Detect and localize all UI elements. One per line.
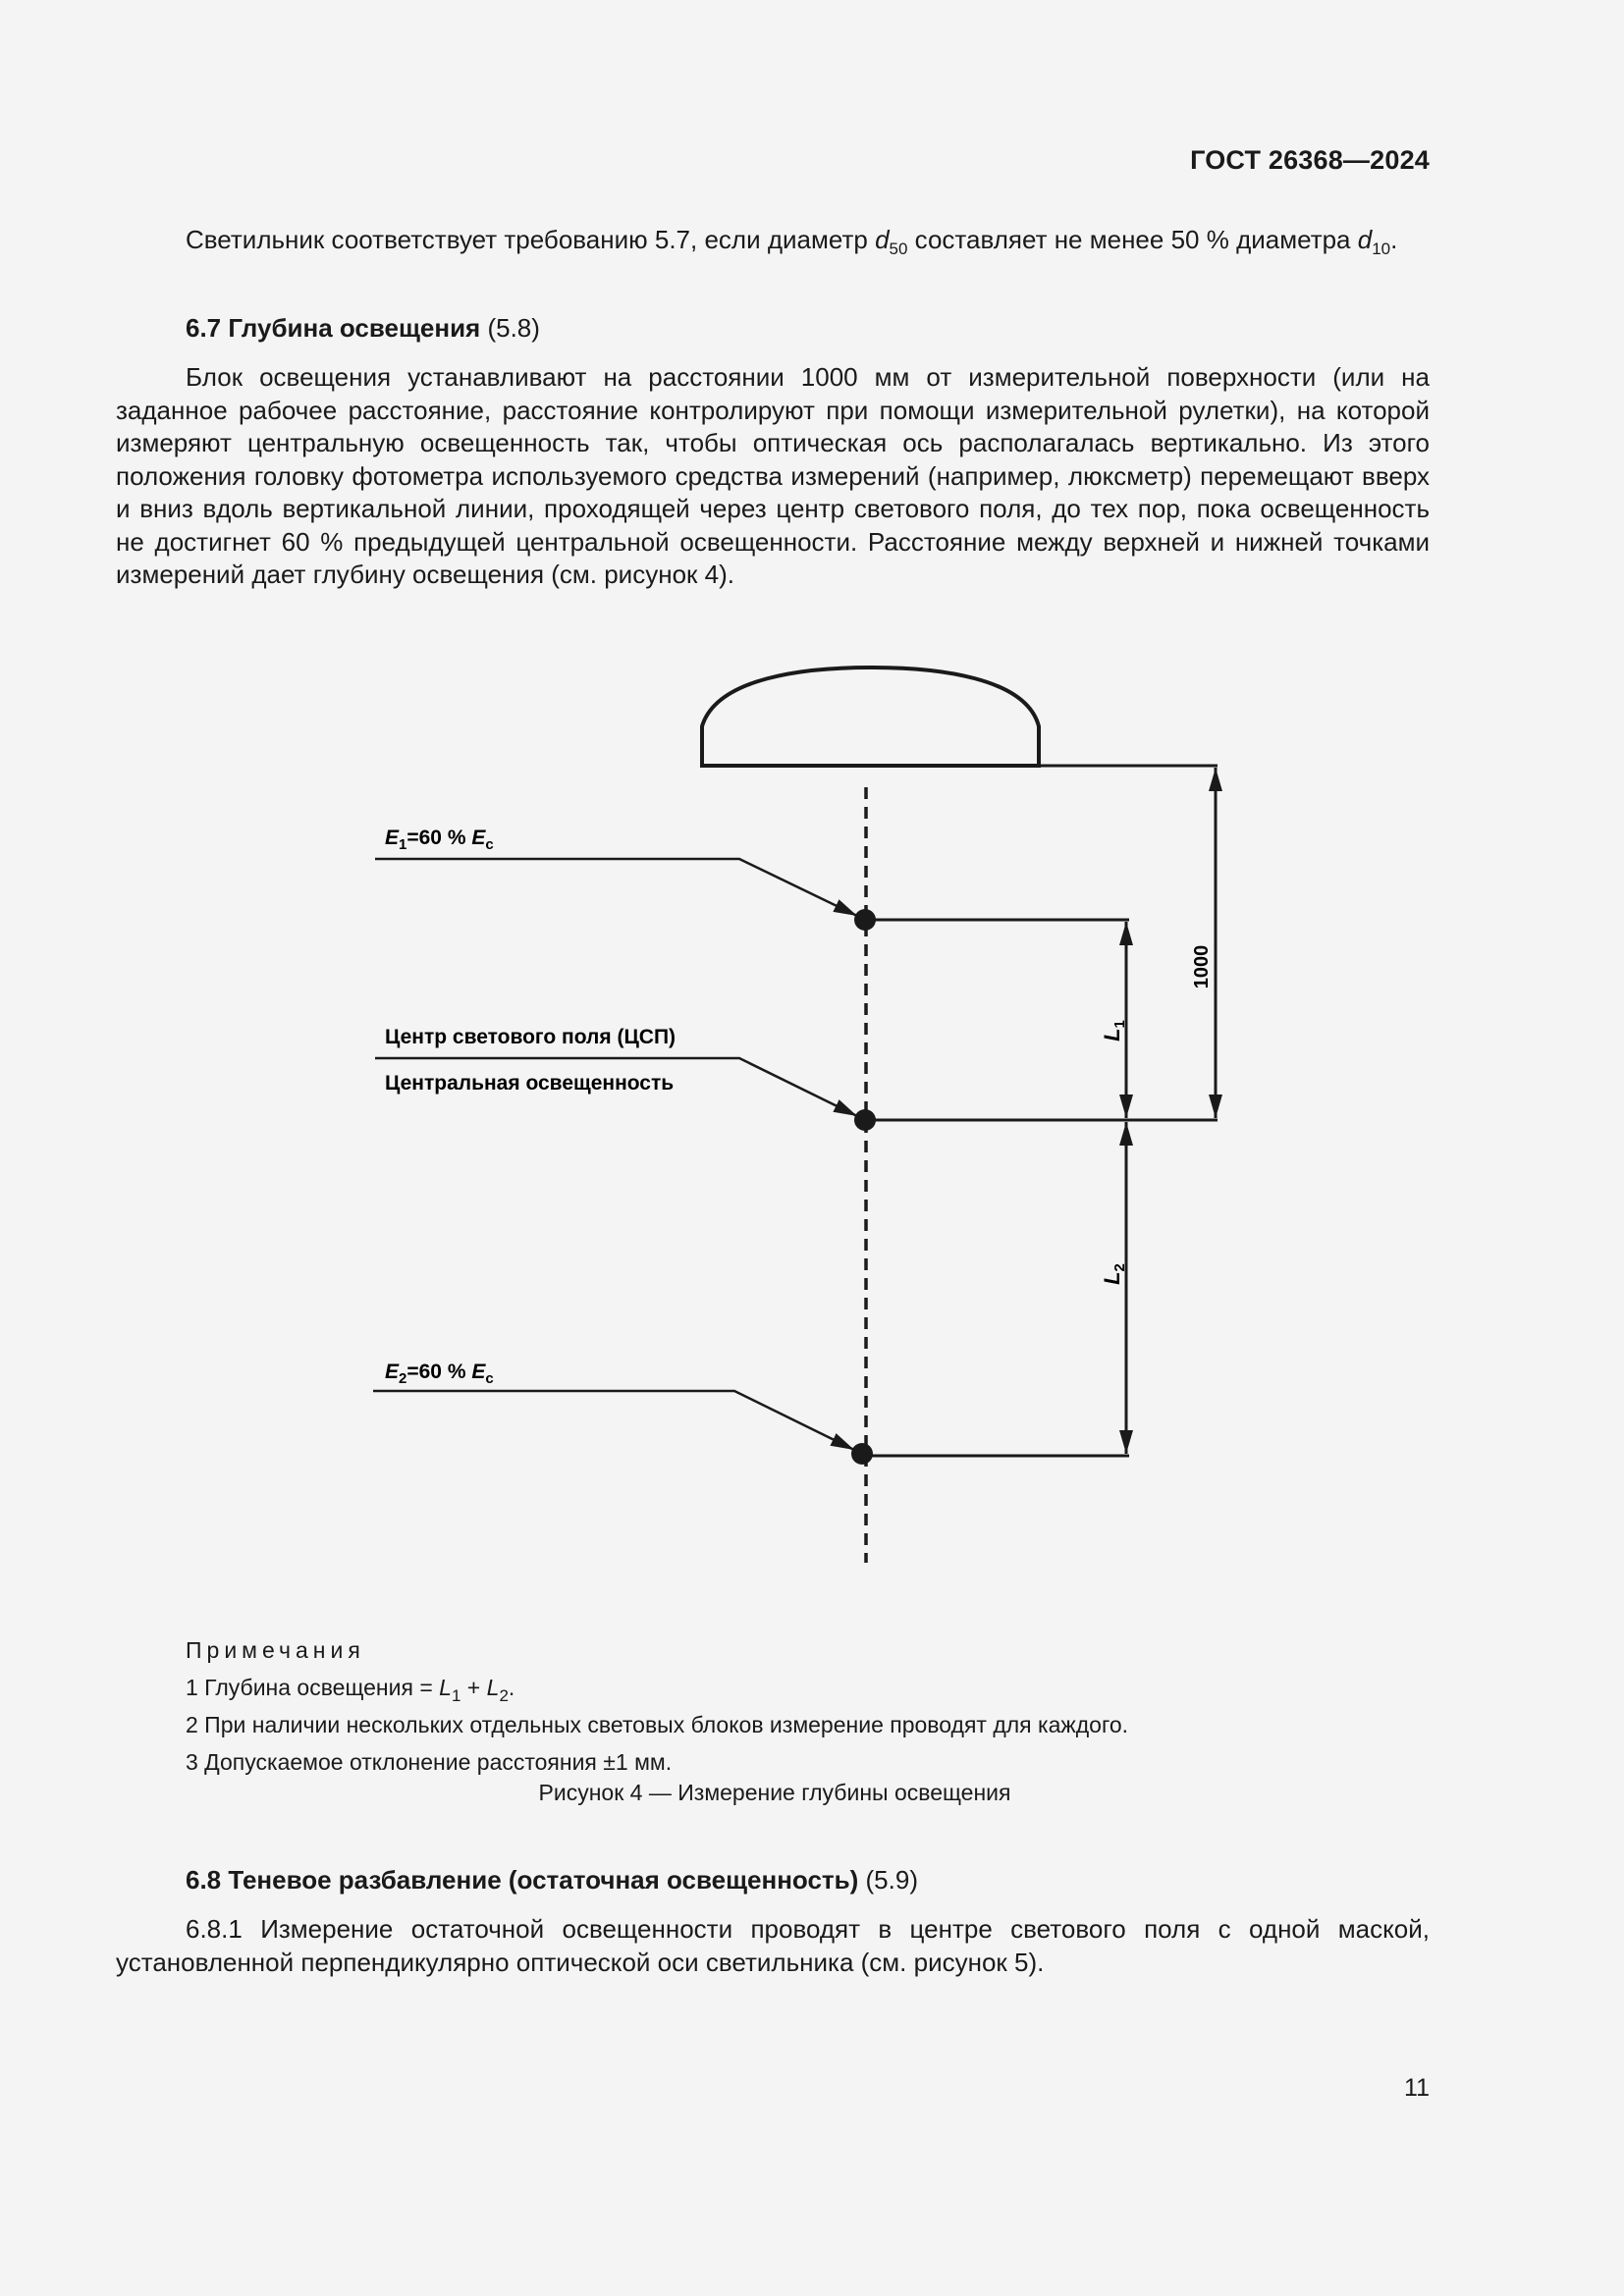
label-center-field: Центр светового поля (ЦСП) (385, 1026, 677, 1048)
section-heading-6-8: 6.8 Теневое разбавление (остаточная освещенность) (5.9) (186, 1865, 918, 1895)
note-2: 2 При наличии нескольких отдельных световых блоков измерение проводят для каждого. (186, 1712, 1129, 1737)
label-l1: $L_1$ (1100, 1020, 1128, 1041)
e2-leader-line (373, 1391, 854, 1450)
section-heading-6-7: 6.7 Глубина освещения (5.8) (186, 313, 540, 343)
notes-title: Примечания (186, 1637, 365, 1663)
label-l2: $L_2$ (1100, 1263, 1128, 1285)
note-1: 1 Глубина освещения = $L_1 + L_2$. (186, 1675, 515, 1705)
figure-caption: Рисунок 4 — Измерение глубины освещения (538, 1780, 1011, 1805)
label-dimension-1000: 1000 (1191, 944, 1213, 989)
paragraph-residual-illumination: 6.8.1 Измерение остаточной освещенности проводят в центре светового поля с одной маской, установленной перпендикулярно оптической оси светильника (см. рисунок 5). (116, 1914, 1430, 1977)
e1-leader-line (375, 859, 857, 916)
label-e2: $E_2=60$ % $E_c$ (385, 1361, 494, 1387)
note-3: 3 Допускаемое отклонение расстояния ±1 мм. (186, 1749, 673, 1775)
paragraph-illumination-depth: Блок освещения устанавливают на расстоянии 1000 мм от измерительной поверхности (или на заданное рабочее расстояние, расстояние контролируют при помощи измерительной рулетки), на которой измеряют центральную освещенность так, чтобы оптическая ось располагалась вертикально. Из этого положения головку фотометра используемого средства измерений (например, люксметр) перемещают вверх и вниз вдоль вертикальной линии, проходящей через центр светового поля, до тех пор, пока освещенность не достигнет 60 % предыдущей центральной освещенности. Расстояние между верхней и нижней точками измерений дает глубину освещения (см. рисунок 4). (116, 362, 1430, 589)
figure-notes (186, 1631, 1364, 1781)
page-number: 11 (1404, 2074, 1430, 2102)
document-header: ГОСТ 26368—2024 (1190, 145, 1430, 175)
luminaire-dome (702, 667, 1039, 766)
measurement-point-e2 (851, 1443, 873, 1465)
label-e1: $E_1=60$ % $E_c$ (385, 827, 494, 853)
label-central-illuminance: Центральная освещенность (385, 1072, 675, 1095)
paragraph-diameter-requirement: Светильник соответствует требованию 5.7, если диаметр $d_{50}$ составляет не менее 50 % диаметра $d_{10}$. (186, 225, 1398, 258)
